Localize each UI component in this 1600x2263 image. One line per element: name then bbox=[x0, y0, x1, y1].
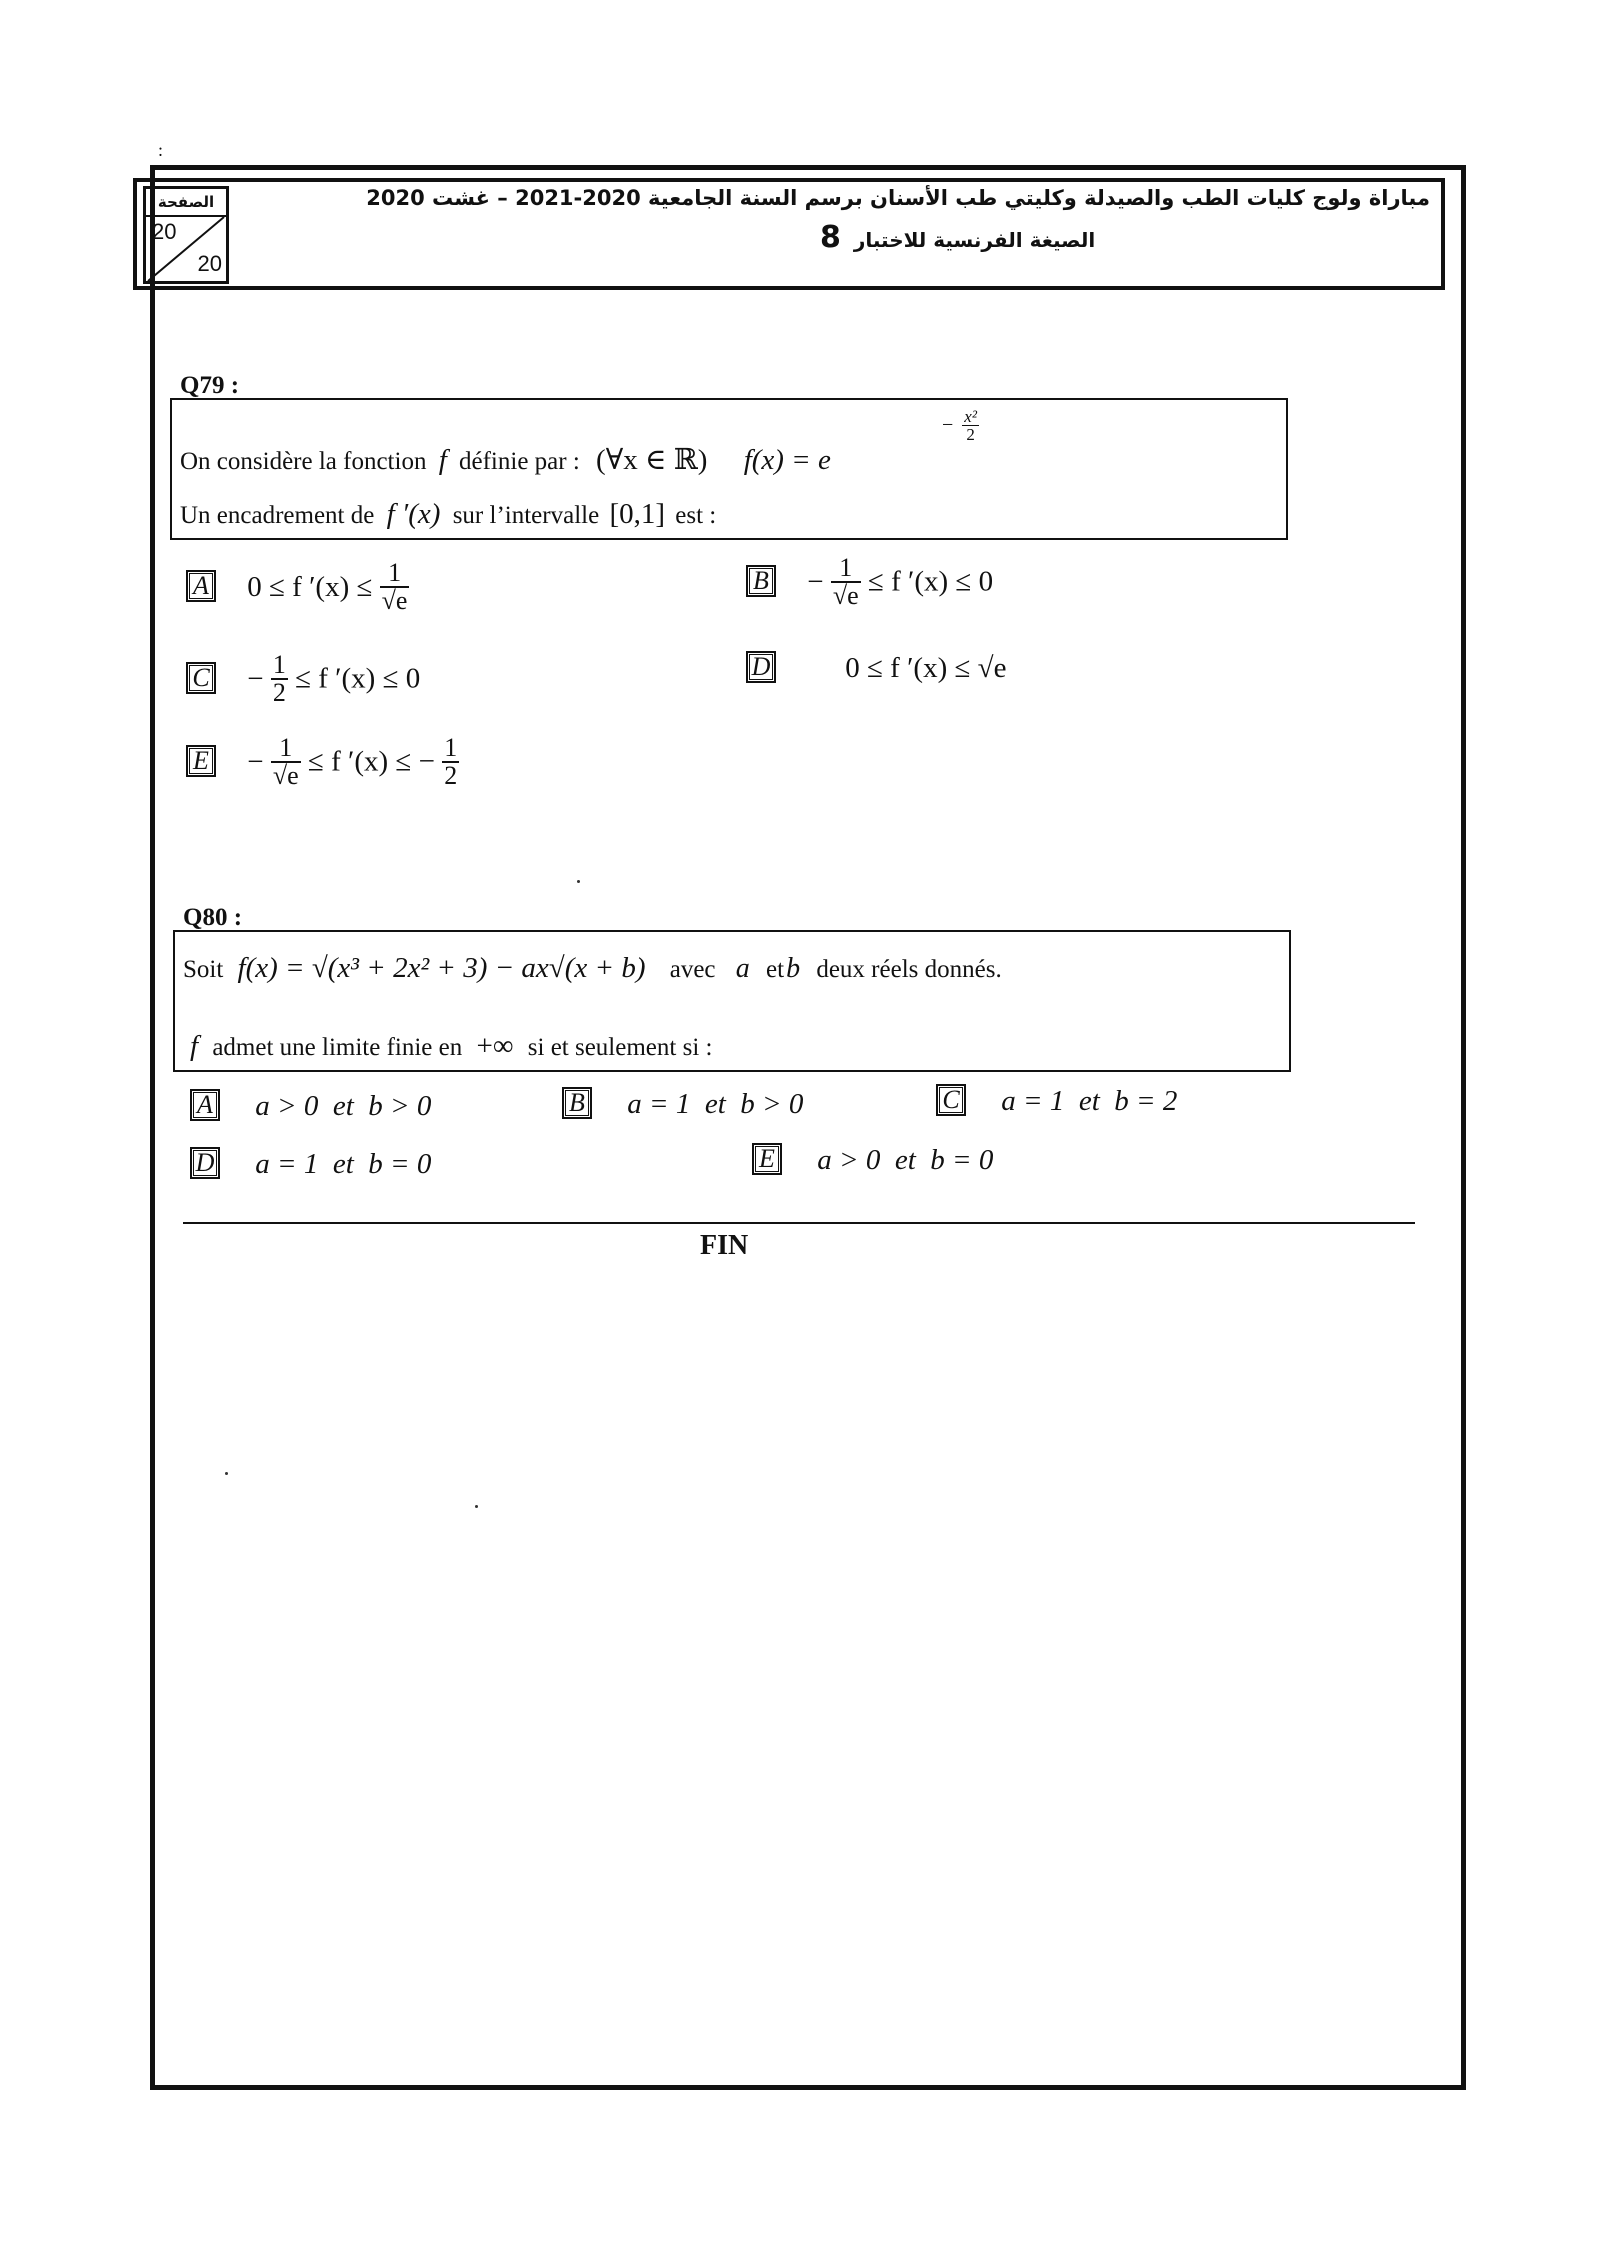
q79-option-d-box[interactable] bbox=[746, 651, 776, 683]
end-rule bbox=[183, 1222, 1415, 1224]
q80-line2-suffix: si et seulement si : bbox=[527, 1034, 713, 1061]
q80-infinity: +∞ bbox=[476, 1030, 514, 1062]
q79-domain: (∀x ∈ ℝ) bbox=[596, 444, 708, 476]
page-number-box bbox=[143, 186, 229, 284]
q79-line2 bbox=[180, 498, 716, 531]
q79-option-e-sign: − bbox=[247, 745, 264, 778]
q80-line1-suffix: deux réels donnés. bbox=[816, 956, 1002, 983]
q79-option-b-sign: − bbox=[807, 565, 824, 598]
version-label bbox=[820, 220, 1095, 255]
q79-option-c-box[interactable] bbox=[186, 662, 216, 694]
q79-definition: f(x) = e bbox=[743, 444, 831, 476]
q80-option-e-label: E bbox=[755, 1146, 779, 1172]
q79-option-c-sign: − bbox=[247, 662, 264, 695]
q79-option-b-den: √e bbox=[832, 581, 859, 610]
q80-option-c[interactable] bbox=[936, 1083, 1177, 1118]
stray-dot bbox=[577, 880, 580, 883]
q80-line1-prefix: Soit bbox=[183, 956, 224, 983]
q80-title: Q80 : bbox=[183, 904, 243, 931]
q79-option-e-den2: 2 bbox=[444, 761, 458, 790]
q79-line1 bbox=[180, 442, 831, 477]
q80-option-e[interactable] bbox=[752, 1142, 993, 1177]
q80-f-symbol: f bbox=[190, 1030, 199, 1062]
q80-et: et bbox=[766, 956, 785, 983]
q79-option-b-fraction bbox=[831, 555, 861, 609]
q79-option-d-label: D bbox=[749, 654, 773, 680]
q80-option-a[interactable] bbox=[190, 1088, 431, 1123]
q79-option-a-left: 0 ≤ f ′(x) ≤ bbox=[247, 570, 373, 603]
q79-option-c-den: 2 bbox=[272, 678, 286, 707]
q79-option-e-den: √e bbox=[272, 761, 299, 790]
q79-option-e-box[interactable] bbox=[186, 745, 216, 777]
q79-exponent-sign: − bbox=[942, 414, 954, 436]
q79-option-e-mid: ≤ f ′(x) ≤ − bbox=[307, 745, 435, 778]
q79-option-e-num2: 1 bbox=[444, 733, 458, 762]
q79-line1-prefix: On considère la fonction bbox=[180, 448, 427, 475]
q79-title: Q79 : bbox=[180, 372, 240, 399]
stray-mark: : bbox=[158, 140, 164, 160]
page-label: الصفحة bbox=[146, 189, 226, 217]
end-label: FIN bbox=[700, 1230, 749, 1261]
q80-option-d-box[interactable] bbox=[190, 1147, 220, 1179]
q79-option-b-right: ≤ f ′(x) ≤ 0 bbox=[867, 565, 994, 598]
q79-line2-suffix: est : bbox=[675, 502, 717, 529]
q79-option-d[interactable] bbox=[746, 650, 1006, 685]
q80-option-d-text: a = 1 et b = 0 bbox=[255, 1147, 432, 1180]
q80-avec: avec bbox=[669, 956, 716, 983]
q80-option-b-text: a = 1 et b > 0 bbox=[627, 1087, 804, 1120]
q79-line2-mid: sur l’intervalle bbox=[452, 502, 600, 529]
q79-option-b[interactable] bbox=[746, 555, 993, 609]
q80-b: b bbox=[786, 953, 801, 984]
q80-option-c-text: a = 1 et b = 2 bbox=[1001, 1084, 1178, 1117]
stray-dot bbox=[475, 1505, 478, 1508]
q80-line2 bbox=[190, 1030, 712, 1063]
q80-option-a-text: a > 0 et b > 0 bbox=[255, 1089, 432, 1122]
q80-option-a-box[interactable] bbox=[190, 1089, 220, 1121]
q79-option-c[interactable] bbox=[186, 652, 420, 706]
exam-title: مباراة ولوج كليات الطب والصيدلة وكليتي طب الأسنان برسم السنة الجامعية 2020-2021 – غشت 2020 bbox=[366, 186, 1430, 210]
q79-option-e-fraction bbox=[271, 735, 301, 789]
q79-option-e-fraction2 bbox=[442, 735, 459, 789]
q80-option-e-box[interactable] bbox=[752, 1143, 782, 1175]
q79-interval: [0,1] bbox=[609, 498, 666, 530]
version-label-text: الصيغة الفرنسية للاختبار bbox=[853, 228, 1096, 252]
q80-option-b[interactable] bbox=[562, 1086, 803, 1121]
q79-option-c-num: 1 bbox=[272, 650, 286, 679]
q79-exponent-fraction bbox=[962, 408, 979, 443]
q79-option-e-num: 1 bbox=[271, 735, 301, 763]
version-mark: 8 bbox=[820, 220, 841, 255]
q79-exponent bbox=[942, 408, 979, 443]
page-total: 20 bbox=[197, 251, 222, 276]
q80-option-b-box[interactable] bbox=[562, 1087, 592, 1119]
q79-option-a-box[interactable] bbox=[186, 570, 216, 602]
q79-f-symbol: f bbox=[438, 444, 447, 476]
q79-exponent-den: 2 bbox=[966, 425, 975, 444]
q79-option-e-label: E bbox=[189, 748, 213, 774]
q80-a: a bbox=[735, 953, 750, 984]
q80-option-d[interactable] bbox=[190, 1146, 431, 1181]
q80-option-c-label: C bbox=[939, 1087, 963, 1113]
q79-option-b-num: 1 bbox=[831, 555, 861, 583]
q79-option-a-den: √e bbox=[381, 586, 408, 615]
q79-option-a-label: A bbox=[189, 573, 213, 599]
q79-option-b-label: B bbox=[749, 568, 773, 594]
q79-exponent-num: x² bbox=[964, 407, 977, 426]
q79-option-d-text: 0 ≤ f ′(x) ≤ √e bbox=[845, 651, 1007, 684]
q79-line2-prefix: Un encadrement de bbox=[180, 502, 375, 529]
q79-option-b-box[interactable] bbox=[746, 565, 776, 597]
page-current: 20 bbox=[152, 219, 177, 244]
q80-option-d-label: D bbox=[193, 1150, 217, 1176]
q80-option-c-box[interactable] bbox=[936, 1084, 966, 1116]
q79-option-a[interactable] bbox=[186, 560, 409, 614]
q79-option-a-fraction bbox=[380, 560, 410, 614]
q79-option-c-fraction bbox=[271, 652, 288, 706]
q80-line2-text: admet une limite finie en bbox=[212, 1034, 463, 1061]
q79-option-c-label: C bbox=[189, 665, 213, 691]
q80-expression: f(x) = √(x³ + 2x² + 3) − ax√(x + b) bbox=[237, 952, 646, 984]
q79-option-e[interactable] bbox=[186, 735, 459, 789]
q80-option-a-label: A bbox=[193, 1092, 217, 1118]
q79-option-a-num: 1 bbox=[380, 560, 410, 588]
q80-option-b-label: B bbox=[565, 1090, 589, 1116]
q79-option-c-right: ≤ f ′(x) ≤ 0 bbox=[295, 662, 421, 695]
stray-dot bbox=[225, 1472, 228, 1475]
q79-derivative: f ′(x) bbox=[386, 498, 441, 530]
q79-line1-mid: définie par : bbox=[459, 448, 580, 475]
q80-option-e-text: a > 0 et b = 0 bbox=[817, 1143, 994, 1176]
q80-line1 bbox=[183, 952, 1002, 985]
